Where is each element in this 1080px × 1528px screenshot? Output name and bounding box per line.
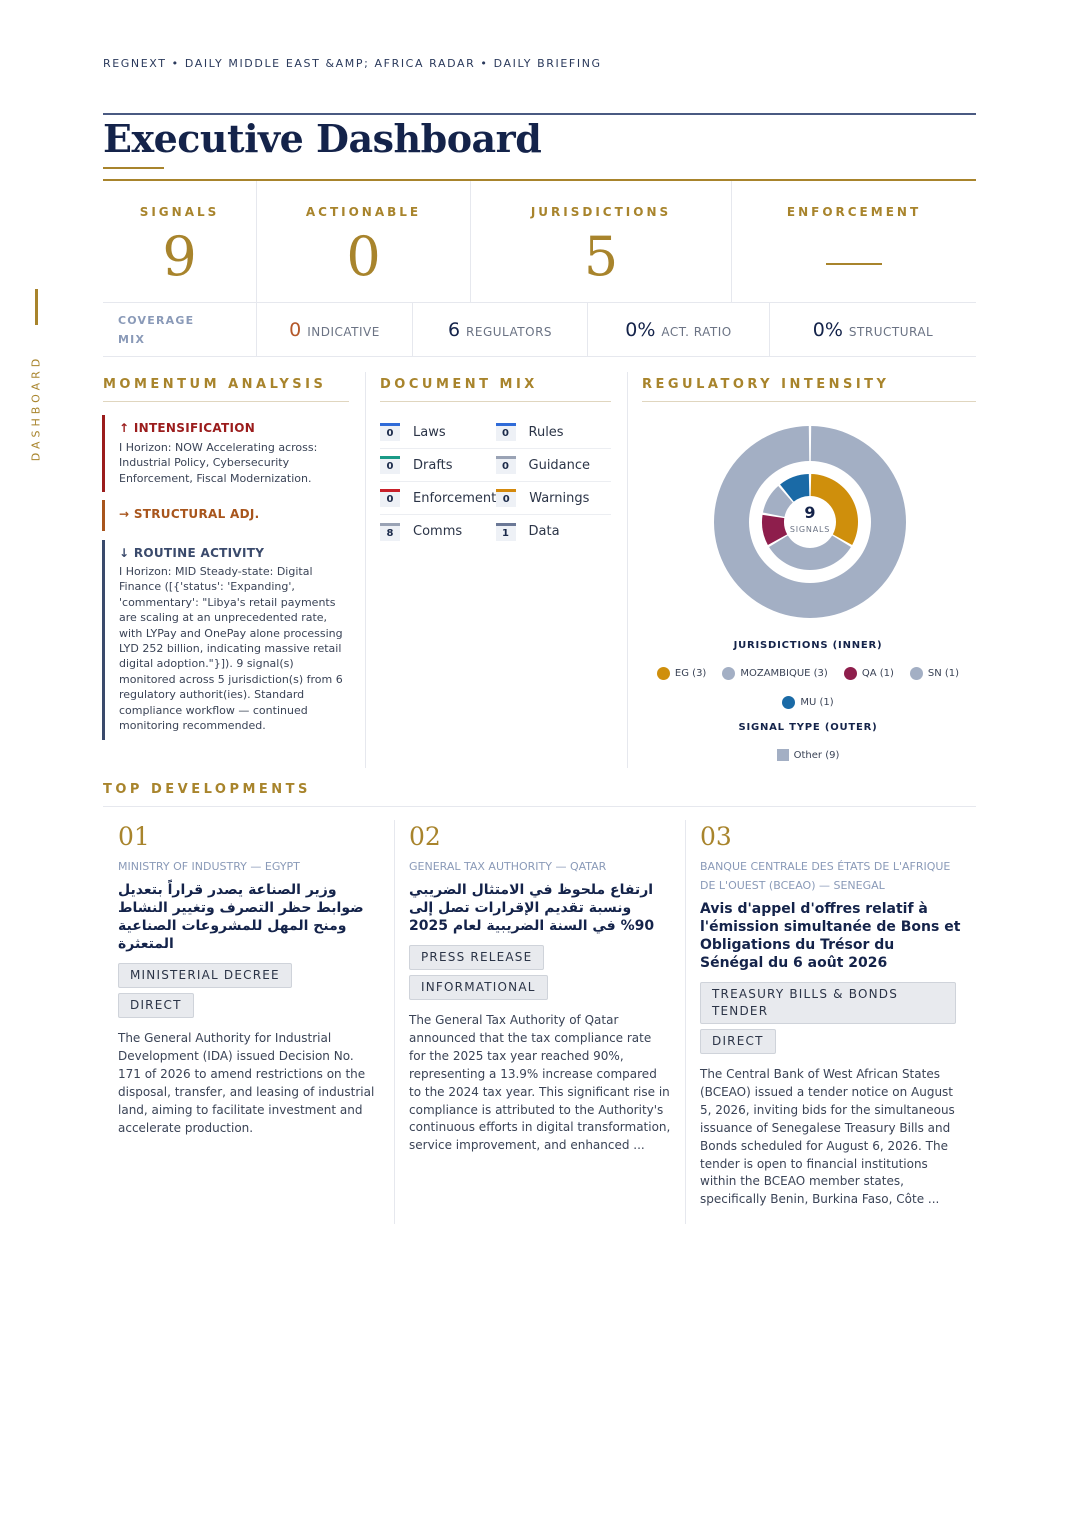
legend-item — [844, 667, 894, 680]
legend-dot — [782, 696, 795, 709]
doc-item-laws — [380, 423, 496, 441]
legend-dot — [844, 667, 857, 680]
coverage-structural — [770, 303, 976, 356]
doc-row — [380, 416, 611, 449]
developments-title: TOP DEVELOPMENTS — [103, 782, 311, 797]
coverage-act-ratio — [588, 303, 770, 356]
development-tags — [118, 963, 380, 1023]
tag-badge: MINISTERIAL DECREE — [118, 963, 292, 988]
doc-count-badge: 0 — [380, 489, 400, 507]
doc-row — [380, 482, 611, 515]
coverage-value: 6 — [447, 318, 461, 341]
momentum-body: I Horizon: MID Steady-state: Digital Finance ([{'status': 'Expanding', 'commentary': "Libya's retail payments are scaling at an unprecedented rate, with LYPay and OnePay alone processing LYD 252 billion, indicating massive retail digital adoption."}]). 9 signal(s) monitored across 5 jurisdiction(s) from 6 regulatory authorit(ies). Standard compliance workflow — continued monitoring recommended. — [119, 565, 343, 733]
developments-rule — [103, 806, 976, 807]
development-number: 01 — [118, 822, 150, 851]
inner-legend-row — [640, 696, 976, 709]
development-card-2[interactable] — [409, 822, 671, 1155]
inner-legend-title: JURISDICTIONS (INNER) — [733, 640, 883, 651]
side-label: DASHBOARD — [29, 354, 43, 462]
development-number: 03 — [700, 822, 732, 851]
doc-item-enforcement — [380, 489, 496, 507]
outer-legend-title: SIGNAL TYPE (OUTER) — [738, 722, 878, 733]
coverage-row — [103, 303, 976, 357]
momentum-head: ↓ ROUTINE ACTIVITY — [119, 546, 265, 560]
doc-count-badge: 8 — [380, 523, 400, 541]
doc-count-badge: 0 — [380, 423, 400, 441]
legend-square — [777, 749, 789, 761]
coverage-regulators — [413, 303, 588, 356]
doc-count-badge: 0 — [496, 489, 516, 507]
development-card-1[interactable] — [118, 822, 380, 1137]
doc-item-drafts — [380, 456, 496, 474]
legend-label: EG (3) — [674, 668, 707, 679]
coverage-indicative — [257, 303, 413, 356]
development-title[interactable]: ارتفاع ملحوظ في الامتثال الضريبي ونسبة تقديم الإقرارات تصل إلى 90% في السنة الضريبية لعام 2025 — [409, 882, 655, 934]
legend-label: Other (9) — [793, 749, 840, 761]
development-summary: The General Authority for Industrial Development (IDA) issued Decision No. 171 of 2026 to amend restrictions on the disposal, transfer, and leasing of industrial land, aiming to facilitate investment and accelerate production. — [118, 1031, 375, 1135]
document-mix-rule — [380, 401, 611, 402]
development-source: GENERAL TAX AUTHORITY — QATAR — [409, 860, 607, 873]
kpi-value: 9 — [162, 225, 197, 288]
momentum-head: ↑ INTENSIFICATION — [119, 421, 256, 435]
doc-item-guidance — [496, 456, 612, 474]
kpi-label: ENFORCEMENT — [786, 205, 922, 219]
legend-item — [777, 749, 840, 761]
development-source: BANQUE CENTRALE DES ÉTATS DE L'AFRIQUE DE L'OUEST (BCEAO) — SENEGAL — [700, 860, 951, 892]
doc-name: Rules — [528, 424, 564, 440]
doc-count-badge: 0 — [496, 423, 516, 441]
coverage-value: 0% — [812, 318, 843, 341]
title-top-rule — [103, 113, 976, 115]
development-summary: The General Tax Authority of Qatar announced that the tax compliance rate for the 2025 tax year reached 90%, representing a 13.9% increase compared to the 2024 tax year. This significant rise in compliance is attributed to the Authority's continuous efforts in digital transformation, service improvement, and enhanced ... — [409, 1013, 671, 1153]
coverage-item-label: REGULATORS — [466, 324, 553, 339]
coverage-item-label: STRUCTURAL — [848, 324, 934, 339]
doc-count-badge: 0 — [380, 456, 400, 474]
kpi-row — [103, 181, 976, 303]
kpi-enforcement — [732, 181, 976, 302]
tag-badge: DIRECT — [700, 1029, 776, 1054]
kpi-label: ACTIONABLE — [305, 205, 422, 219]
kpi-empty-dash — [826, 263, 882, 265]
doc-name: Drafts — [413, 457, 453, 473]
momentum-head: → STRUCTURAL ADJ. — [119, 507, 260, 521]
tag-badge: INFORMATIONAL — [409, 975, 548, 1000]
doc-count-badge: 1 — [496, 523, 516, 541]
doc-count-badge: 0 — [496, 456, 516, 474]
legend-dot — [722, 667, 735, 680]
doc-item-comms — [380, 523, 496, 541]
intensity-donut — [713, 425, 907, 619]
document-mix-title: DOCUMENT MIX — [380, 377, 538, 392]
legend-item — [782, 696, 833, 709]
momentum-body: I Horizon: NOW Accelerating across: Industrial Policy, Cybersecurity Enforcement, Fiscal Modernization. — [119, 441, 318, 485]
doc-item-warnings — [496, 489, 611, 507]
doc-item-data — [496, 523, 612, 541]
doc-name: Guidance — [528, 457, 591, 473]
outer-legend-row — [640, 749, 976, 761]
development-number: 02 — [409, 822, 441, 851]
inner-legend-row — [640, 667, 976, 680]
legend-label: MU (1) — [800, 697, 834, 708]
doc-row — [380, 449, 611, 482]
momentum-routine — [102, 540, 352, 740]
intensity-title: REGULATORY INTENSITY — [642, 377, 890, 392]
legend-dot — [657, 667, 670, 680]
column-divider — [365, 372, 366, 768]
kpi-value: 5 — [583, 225, 619, 288]
tag-badge: TREASURY BILLS & BONDS TENDER — [700, 982, 956, 1024]
kpi-actionable — [257, 181, 471, 302]
doc-name: Laws — [413, 424, 446, 440]
coverage-item-label: INDICATIVE — [307, 324, 380, 339]
doc-name: Warnings — [529, 490, 590, 506]
legend-item — [657, 667, 706, 680]
legend-item — [722, 667, 827, 680]
momentum-rule — [103, 401, 349, 402]
momentum-title: MOMENTUM ANALYSIS — [103, 377, 327, 392]
donut-center-label: SIGNALS — [789, 525, 831, 534]
kpi-label: JURISDICTIONS — [530, 205, 672, 219]
doc-name: Data — [528, 524, 560, 539]
donut-chart — [713, 425, 907, 619]
development-title[interactable]: وزير الصناعة يصدر قراراً بتعديل ضوابط حظر التصرف وتغيير النشاط ومنح المهل للمشروعات الصناعية المتعثرة — [118, 882, 364, 952]
legend-label: QA (1) — [861, 668, 894, 679]
doc-item-rules — [496, 423, 612, 441]
coverage-value: 0% — [625, 318, 656, 341]
development-source: MINISTRY OF INDUSTRY — EGYPT — [118, 860, 300, 873]
development-tags — [700, 982, 962, 1059]
kpi-signals — [103, 181, 257, 302]
coverage-value: 0 — [289, 318, 302, 341]
breadcrumb: REGNEXT • DAILY MIDDLE EAST &AMP; AFRICA RADAR • DAILY BRIEFING — [103, 57, 602, 70]
legend-label: SN (1) — [927, 668, 960, 679]
development-title[interactable]: Avis d'appel d'offres relatif à l'émission simultanée de Bons et Obligations du Trésor du Sénégal du 6 août 2026 — [700, 901, 961, 971]
side-accent-bar — [35, 289, 38, 325]
tag-badge: PRESS RELEASE — [409, 945, 544, 970]
kpi-label: SIGNALS — [139, 205, 220, 219]
column-divider — [627, 372, 628, 768]
development-tags — [409, 945, 671, 1005]
column-divider — [685, 820, 686, 1224]
development-summary: The Central Bank of West African States (BCEAO) issued a tender notice on August 5, 2026, inviting bids for the simultaneous issuance of Senegalese Treasury Bills and Bonds scheduled for August 6, 2026. The tender is open to financial institutions within the BCEAO member states, specifically Benin, Burkina Faso, Côte ... — [700, 1067, 955, 1207]
doc-name: Enforcement — [413, 490, 497, 506]
legend-label: MOZAMBIQUE (3) — [740, 668, 828, 679]
document-mix-grid — [380, 416, 611, 548]
development-card-3[interactable] — [700, 822, 962, 1209]
doc-row — [380, 515, 611, 548]
coverage-label: COVERAGE MIX — [103, 303, 257, 356]
doc-name: Comms — [413, 524, 463, 539]
momentum-intensification — [102, 415, 352, 492]
title-accent — [103, 167, 164, 169]
coverage-item-label: ACT. RATIO — [661, 324, 732, 339]
column-divider — [394, 820, 395, 1224]
donut-center-value: 9 — [804, 503, 816, 522]
kpi-value: 0 — [346, 225, 381, 288]
intensity-rule — [642, 401, 976, 402]
page-title: Executive Dashboard — [103, 116, 542, 161]
legend-item — [910, 667, 959, 680]
tag-badge: DIRECT — [118, 993, 194, 1018]
legend-dot — [910, 667, 923, 680]
momentum-structural — [102, 500, 352, 531]
kpi-jurisdictions — [471, 181, 732, 302]
